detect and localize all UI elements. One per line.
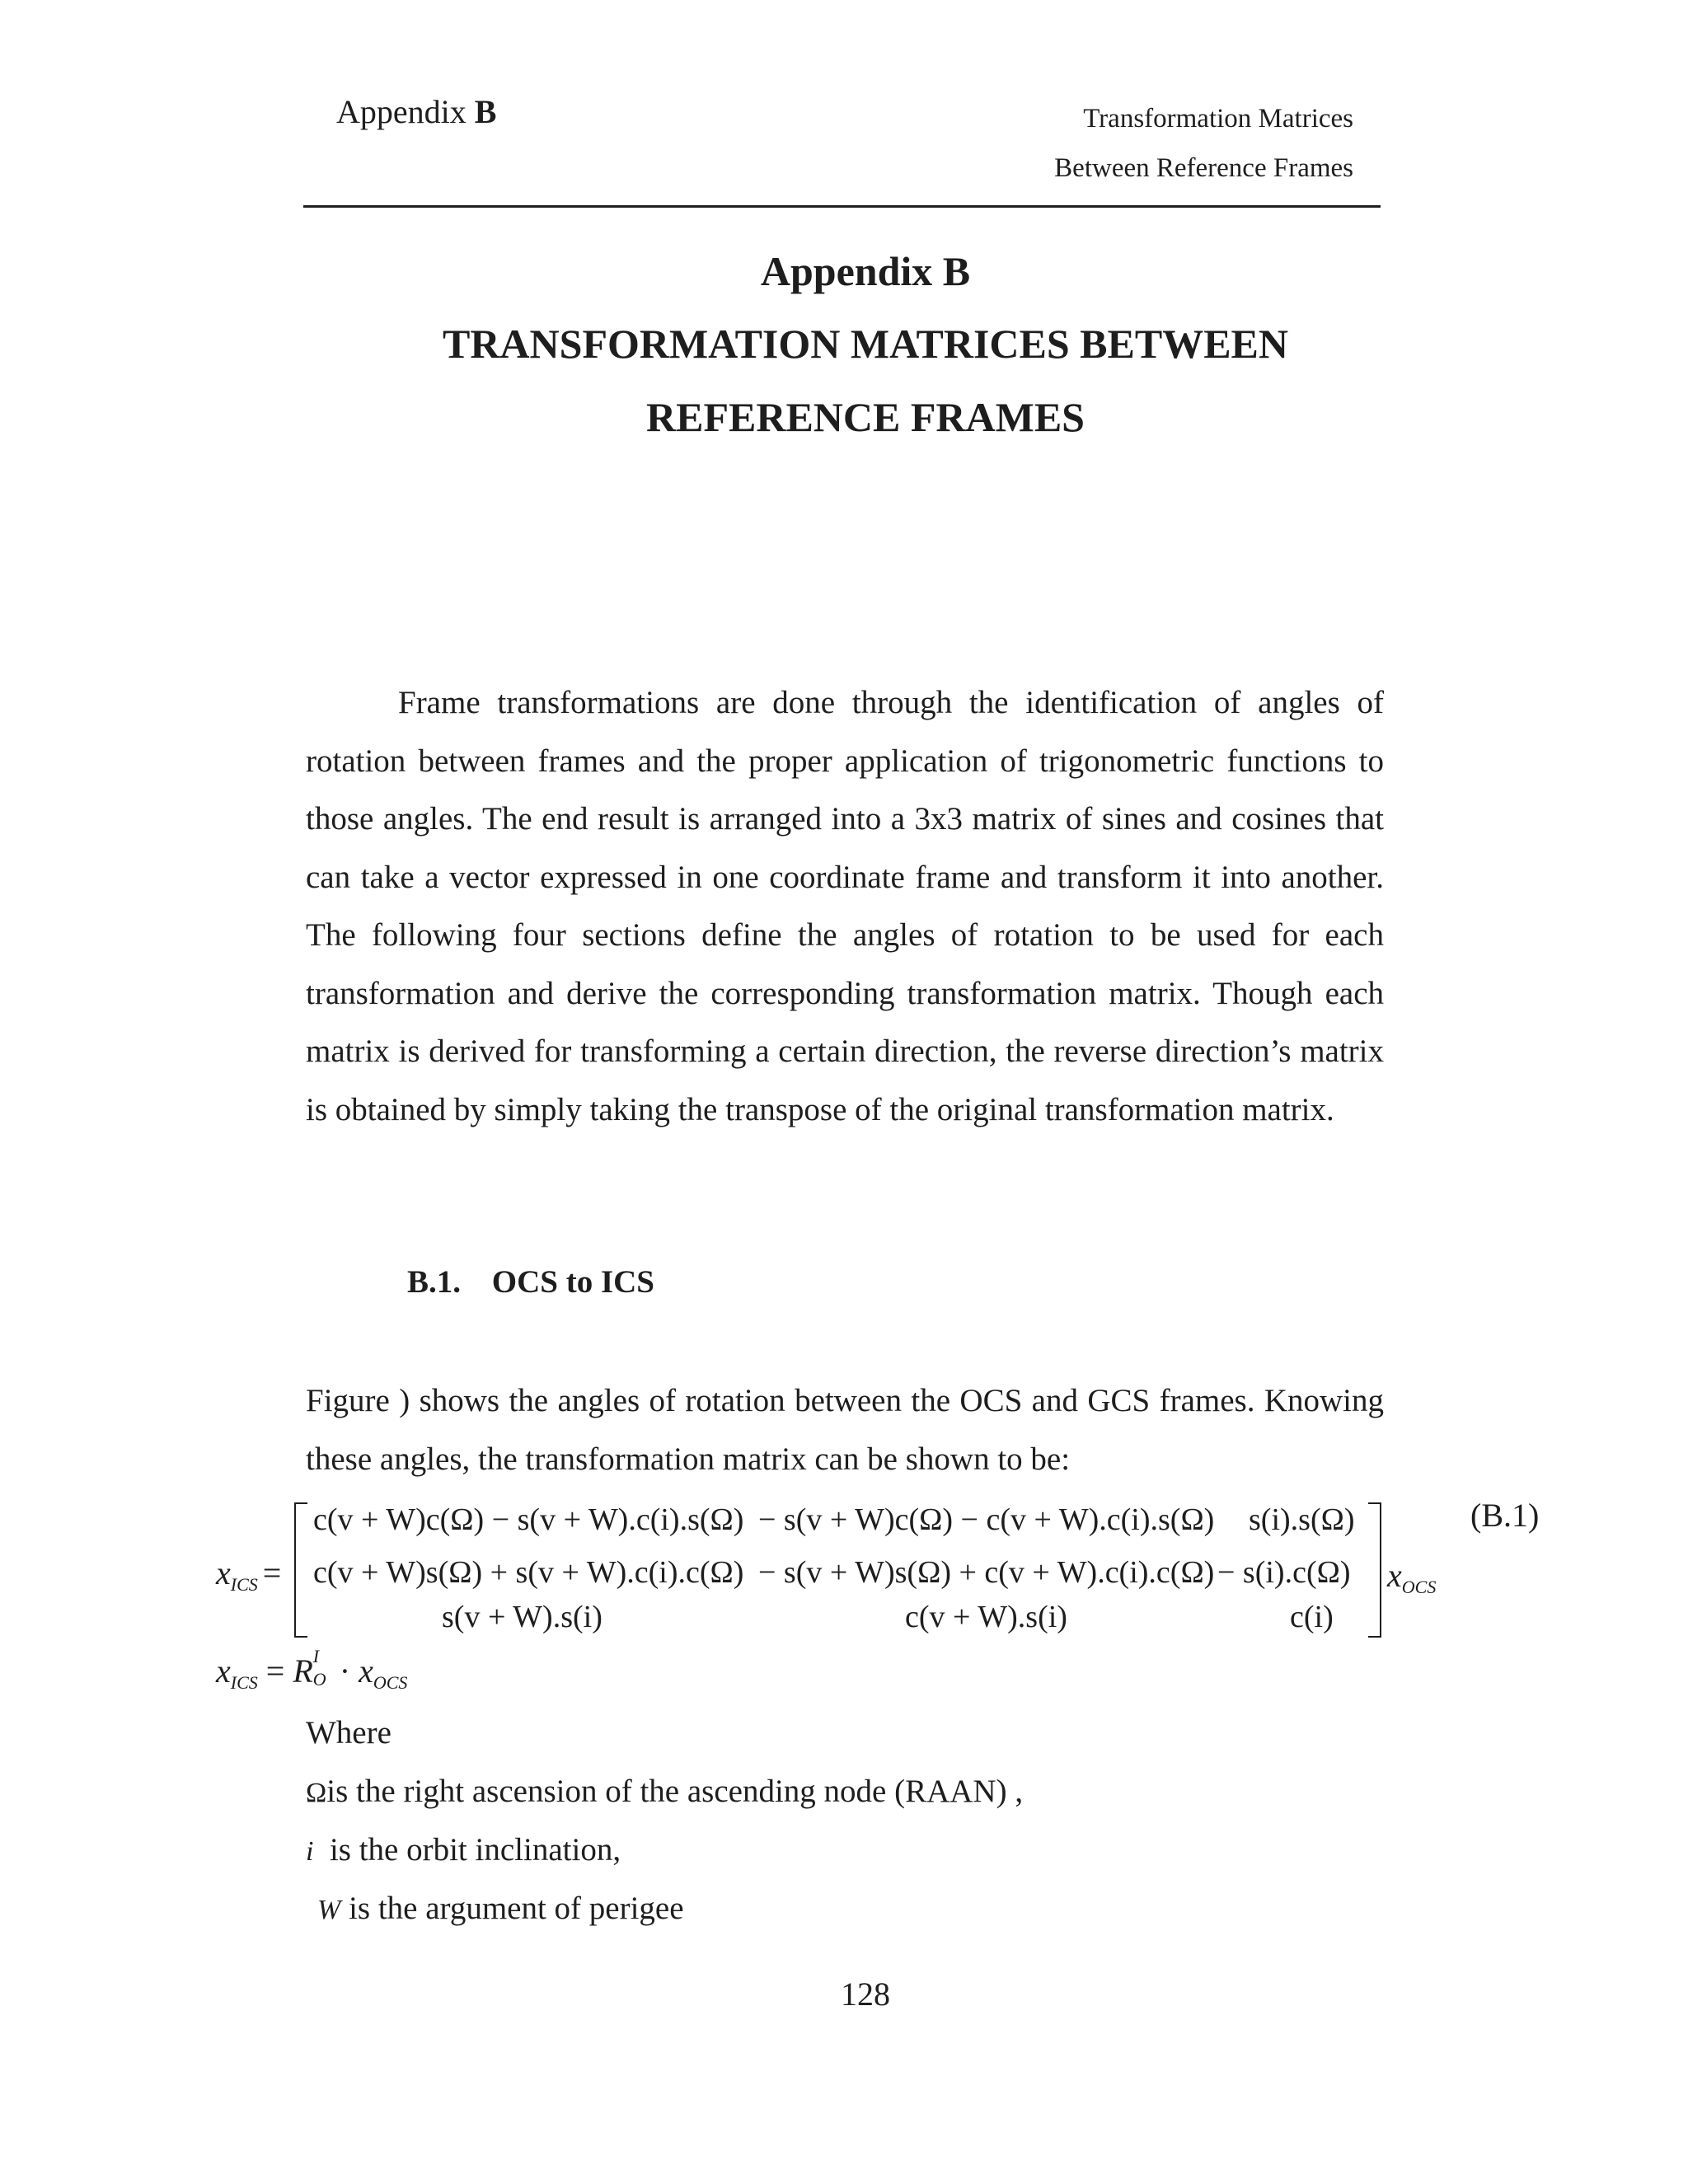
header-right-line1: Transformation Matrices (1083, 104, 1353, 134)
page-number: 128 (841, 1975, 890, 2013)
compact-relation (216, 1646, 408, 1694)
where-label: Where (306, 1715, 392, 1750)
relation-sub2: OCS (373, 1672, 408, 1693)
matrix-right-bracket (1368, 1502, 1381, 1638)
matrix-cell-r3c3: c(i) (1290, 1600, 1334, 1634)
matrix-cell-r2c3: − s(i).c(Ω) (1217, 1555, 1351, 1590)
equation-number: (B.1) (1470, 1497, 1540, 1534)
equation-rhs-vector (1387, 1556, 1436, 1598)
header-appendix-word: Appendix (336, 93, 467, 130)
matrix-cell-r1c1: c(v + W)c(Ω) − s(v + W).c(i).s(Ω) (313, 1502, 744, 1537)
symbol-i: i (306, 1836, 314, 1867)
equation-lhs (216, 1554, 281, 1596)
where-item-raan (306, 1773, 1023, 1810)
header-appendix-letter: B (474, 93, 497, 130)
matrix-cell-r1c2: − s(v + W)c(Ω) − c(v + W).c(i).s(Ω) (758, 1502, 1215, 1537)
section-paragraph: Figure ) shows the angles of rotation between the OCS and GCS frames. Knowing these angles, the transformation matrix can be shown to be: (306, 1383, 1384, 1477)
matrix-cell-r1c3: s(i).s(Ω) (1249, 1502, 1355, 1537)
matrix-cell-r3c2: c(v + W).s(i) (905, 1600, 1067, 1634)
lhs-subscript: ICS (230, 1574, 258, 1595)
section-heading (407, 1263, 654, 1301)
equals-sign: = (262, 1554, 282, 1591)
relation-R-indices (312, 1646, 331, 1690)
matrix-cell-r2c2: − s(v + W)s(Ω) + c(v + W).c(i).c(Ω) (758, 1555, 1215, 1590)
intro-paragraph: Frame transformations are done through the identification of angles of rotation between frames and the proper application of trigonometric functions to those angles. The end result is arranged into a 3x3 matrix of sines and cosines that can take a vector expressed in one coordinate frame and transform it into another. The following four sections define the angles of rotation to be used for each transformation and derive the corresponding transformation matrix. Though each matrix is derived for transforming a certain direction, the reverse direction’s matrix is obtained by simply taking the transpose of the original transformation matrix. (306, 685, 1384, 1127)
section-number: B.1. (407, 1264, 462, 1300)
chapter-title-line2: REFERENCE FRAMES (646, 394, 1085, 440)
chapter-title-line1: TRANSFORMATION MATRICES BETWEEN (442, 321, 1289, 367)
section-title: OCS to ICS (491, 1264, 654, 1300)
appendix-title: Appendix B (760, 248, 971, 294)
relation-R-sup: I (312, 1646, 320, 1666)
relation-x2: x (359, 1652, 373, 1690)
where-item-raan-text: is the right ascension of the ascending node (RAAN) , (326, 1774, 1024, 1809)
symbol-omega: Ω (306, 1778, 327, 1808)
running-header-left (336, 92, 496, 131)
relation-dot: · (331, 1652, 359, 1690)
running-header-right (1054, 94, 1353, 193)
where-item-perigee-text: is the argument of perigee (340, 1891, 684, 1926)
symbol-w: W (317, 1895, 341, 1925)
matrix-cell-r3c1: s(v + W).s(i) (442, 1600, 603, 1634)
header-rule (303, 205, 1381, 208)
where-item-inclination-text: is the orbit inclination, (313, 1832, 621, 1868)
matrix-cell-r2c1: c(v + W)s(Ω) + s(v + W).c(i).c(Ω) (313, 1555, 744, 1590)
relation-R-sub: O (312, 1669, 326, 1690)
header-right-line2: Between Reference Frames (1054, 153, 1353, 183)
lhs-variable: x (216, 1554, 231, 1591)
where-item-perigee (306, 1890, 684, 1927)
where-item-inclination (306, 1831, 621, 1868)
rhs-subscript: OCS (1401, 1577, 1437, 1597)
relation-equals: = (257, 1652, 293, 1690)
relation-sub1: ICS (230, 1672, 258, 1693)
rhs-variable: x (1387, 1557, 1402, 1594)
relation-x1: x (216, 1652, 231, 1690)
matrix-left-bracket (294, 1502, 307, 1638)
relation-R: R (293, 1652, 313, 1690)
